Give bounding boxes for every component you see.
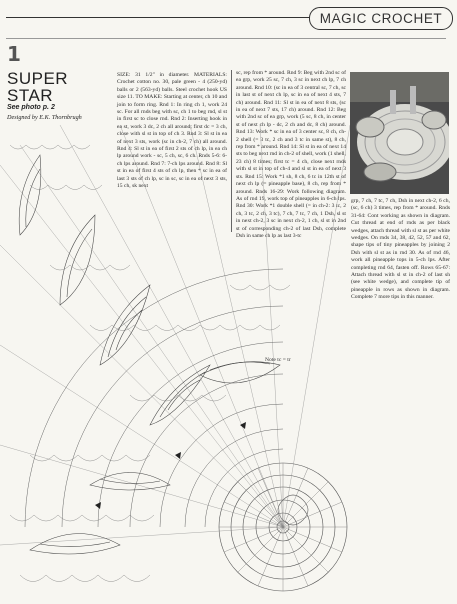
instructions-column-3: grp, 7 ch, 7 tc, 7 ch, Dsh in next ch-2, 6 ch, (sc, 6 ch) 3 times, rep from * around. Rnds 31-64: Cont working as shown in diagram. Cut thread at end of rnds as per black wedges, attach thread with sl st as per white wedges. On rnds 34, 38, 42, 52, 57 and 62, shape tips of tiny pineapples by joining 2 Dsh with sl st as in rnd 30. As of rnd 46, work all pineapple tops in 5-ch lps. After completing rnd 64, fasten off. Rows 65-67: Attach thread with sl st in ch-2 of last sh (see white wedge), and complete tip of pineapple in rows as shown in diagram. Complete 7 more tips in this manner. bbox=[351, 198, 450, 301]
title-line: SUPER bbox=[7, 69, 69, 88]
radial-lines bbox=[0, 125, 350, 545]
magazine-title: MAGIC CROCHET bbox=[309, 7, 453, 30]
pattern-number: 1 bbox=[7, 42, 21, 66]
chain-loops bbox=[10, 145, 290, 582]
title-line: STAR bbox=[7, 86, 54, 105]
photo-illustration bbox=[350, 72, 449, 194]
doily-photo bbox=[350, 72, 449, 194]
see-photo-reference: See photo p. 2 bbox=[7, 104, 55, 111]
crochet-diagram bbox=[0, 125, 350, 604]
section-divider bbox=[6, 38, 446, 39]
instructions-column-1: SIZE: 31 1/2" in diameter. MATERIALS: Crochet cotton no. 30, pale green - 4 (250-yd) balls or 2 (563-yd) balls. Steel crochet hook US size 11. TO MAKE: Starting at center, ch 10 and join to form ring. Rnd 1: In ring ch 1, work 24 sc. For all rnds beg with sc, ch 1 to beg rnd, sl st in first sc to close rnd. Rnd 2: Inserting hook in ea st, work 3 dc, 2 ch all around; first dc = 3 ch, close with sl st in top of ch 3. Rnd 3: Sl st in ea of next 3 sts, work (sc in ch-2, 7 ch) all around. Rnd 4: Sl st in ea of first 2 sts of ch lp, in ea ch lp around work - sc, 5 ch, sc, 6 ch. Rnds 5-6: 6-ch lps around. Rnd 7: 7-ch lps around. Rnd 8: Sl st in ea of first 4 sts of ch lp, then * sc in ea of last 3 sts of ch lp, sc in sc, sc in ea of next 3 sts, 15 ch, sk next bbox=[117, 72, 227, 190]
pineapple-motifs bbox=[19, 155, 280, 554]
wedge-markers bbox=[95, 422, 246, 509]
designer-credit: Designed by E.K. Thornbrugh bbox=[7, 114, 82, 121]
stitch-note: Note tc = tr bbox=[265, 357, 291, 363]
instructions-column-2: sc, rep from * around. Rnd 9: Beg with 2nd sc of ea grp, work 25 sc, 7 ch, 3 sc in next ch lp, 7 ch around. Rnd 10: (sc in ea of 3 central sc, 7 ch, sc in last st of next ch lp, sc in ea of next 4 sts, 7 ch) around. Rnd 11: Sl st in ea of next 8 sts, (sc in ea of next 7 sts, 17 ch) around. Rnd 12: Beg with 2nd sc of ea grp, work (5 sc, 8 ch, in center st of next ch lp - dc, 2 ch and dc, 8 ch) around. Rnd 13: Work * sc in ea of 3 center sc, 8 ch, ch-2 shell (= 3 tc, 2 ch and 3 tc in same st), 8 ch, rep from * around. Rnd 14: Sl st in ea of next 14 sts to beg next rnd in ch-2 of shell, work (1 shell, 23 ch) 8 times; first tc = 4 ch, close next rnds with sl st in top of ch-4 and sl st in ea of next 3 sts. Rnd 15: Work *1 sh, 8 ch, 6 tc in 12th st of next ch lp (= pineapple base), 8 ch, rep from * around. Rnds 16-29: Work following diagram. As of rnd 19, work top of pineapples in 6-ch lps. Rnd 30: Work *1 double shell (= in ch-2: 3 tc, 2 ch, 3 tc, 2 ch, 3 tc), 7 ch, 7 tc, 7 ch, 1 Dsh, sl st in next ch-2, 3 sc in next ch-2, 1 ch, sl st in 2nd st of corresponding ch-2 of last Dsh, complete Dsh in same ch lp as last 3-tc bbox=[236, 70, 346, 239]
pattern-title bbox=[7, 70, 107, 104]
